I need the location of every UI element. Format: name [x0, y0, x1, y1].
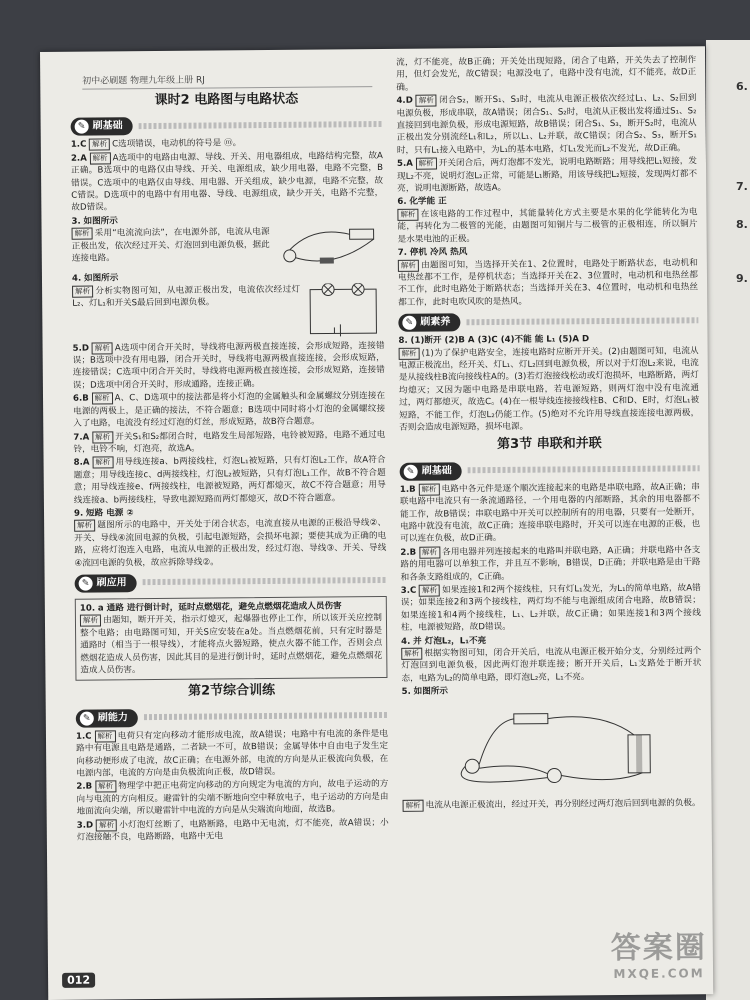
- series-1: [400, 481, 701, 546]
- question-text: 题图所示的电路中，开关处于闭合状态，电流直接从电源的正极沿导线②、开关、导线④流回电源的负极，引起电源短路，会损坏电源；要使其成为正确的电路，应将灯泡连入电路，电流从电源的正极出发，经过灯泡、导线③、开关、导线④流回电源的负极，故应拆除导线②。: [74, 518, 387, 569]
- question-number: 2.B: [76, 782, 93, 793]
- question-5: [73, 340, 385, 392]
- question-number: 3.: [71, 216, 81, 227]
- question-2: [71, 150, 384, 215]
- divider: [144, 712, 388, 720]
- question-text: 各用电器并列连接起来的电路叫并联电路，A正确；并联电路中各支路的用电器可以单独工作，并且互不影响，B错误，D正确；并联电路是由干路和各条支路组成的，C正确。: [400, 545, 701, 583]
- question-10: [75, 596, 388, 681]
- divider: [468, 466, 700, 474]
- badge-label: 刷基础: [421, 465, 452, 477]
- analysis-tag: 解析: [92, 457, 113, 469]
- question-number: 6.B: [72, 393, 89, 405]
- series-5-analysis: [403, 797, 703, 812]
- analysis-tag: 解析: [419, 546, 440, 558]
- question-number: 8.A: [73, 457, 90, 469]
- answer-text: 停机 冷风 热风: [409, 247, 468, 258]
- page-number: 012: [62, 973, 95, 988]
- section-title-2: 第2节综合训练: [187, 683, 276, 700]
- question-number: 7.A: [73, 432, 90, 443]
- badge-ability-bar: [76, 703, 388, 731]
- question-text: (1)为了保护电路安全，连接电路时应断开开关。(2)由题图可知，电流从电源正极流出，经开关、灯L₁、灯L₂回到电源负极，所以对于灯泡L₂来说，电流是从接线柱B流向接线柱A的。(3)若灯泡接线松动或灯泡损坏，电路断路，两灯均熄灭；又因为题中电路是串联电路，若电源短路，则两灯泡中没有电流通过，两灯都熄灭，故选C。(4)在一根导线连接接线柱B、C和D、E时，灯泡L₁被短路，不能工作，灯泡L₂仍能工作。(5)绝对不允许用导线直接连接电源两极，否则会造成电源短路，损坏电源。: [398, 345, 700, 433]
- series-4: [401, 633, 701, 685]
- practice-4: [396, 92, 697, 157]
- question-text: 根据实物图可知，闭合开关后，电流从电源正极开始分支，分别经过两个灯泡回到电源负极，因此两灯泡并联连接；断开开关后，L₁支路处于断开状态，电路为L₂的简单电路，即灯泡L₂亮，L₁不亮。: [401, 646, 702, 684]
- next-page-mark: 7.: [736, 180, 748, 193]
- question-text: C选项错误，电动机的符号是 ⓜ。: [112, 138, 242, 150]
- analysis-tag: 解析: [95, 781, 116, 793]
- question-text: 由题知，断开开关，指示灯熄灭，起爆器也停止工作，所以该开关应控制整个电路；由电路图可知，开关S应安装在a处。当点燃烟花前，只有定时器是通路时（相当于一根导线），才能将点火器短路，使点火器不能工作，否则会点燃烟花造成人员伤害，因此其目的是进行倒计时，延时点燃烟花，避免点燃烟花造成人员伤害。: [80, 613, 383, 676]
- question-text: 由题图可知，当选择开关在1、2位置时，电路处于断路状态，电动机和电热丝都不工作，是停机状态；当选择开关在2、3位置时，电动机和电热丝都不工作，此时电路处于断路状态；当选择开关在3、4位置时，电动机和电热丝都工作，此时电吹风吹的是热风。: [397, 257, 699, 308]
- series-3: [401, 582, 701, 634]
- book-page: [40, 46, 713, 1000]
- watermark-logo-text: 答案圈: [610, 930, 707, 967]
- analysis-tag: 解析: [416, 158, 437, 170]
- practice-6: [397, 194, 697, 246]
- watermark: [611, 922, 708, 981]
- practice-7: [398, 244, 699, 309]
- answer-text: 化学能 正: [409, 196, 447, 208]
- section-title-3: 第3节 串联和并联: [497, 436, 602, 453]
- question-text: 小灯泡灯丝断了，电路断路，电路中无电流，灯不能亮，故A错误；小灯泡接触不良，电路断路，电路中无电: [76, 817, 389, 843]
- question-6: [73, 390, 385, 430]
- analysis-tag: 解析: [72, 228, 93, 240]
- question-text: 闭合S₂，断开S₁、S₃时，电流从电源正极依次经过L₁、L₂、S₂回到电源负极，形成串联，故A错误；闭合S₁、S₂时，电流从正极出发将通过S₁、S₂直接回到电源负极，形成电源短路，故B错误；闭合S₁、S₃，断开S₂时，电流从正极出发分别流经L₁和L₂，所以L₁、L₂并联，故C错误；闭合S₂、S₃，断开S₁时，只有L₁接入电路中，为L₁的基本电路，灯L₁发光而L₂不发光，故D正确。: [396, 93, 697, 156]
- analysis-tag: 解析: [398, 259, 419, 271]
- question-number: 5.A: [396, 159, 413, 170]
- next-page-edge: [706, 40, 750, 1000]
- badge-label: 刷能力: [97, 711, 128, 724]
- analysis-tag: 解析: [90, 152, 111, 164]
- practice-2: [76, 778, 388, 818]
- analysis-tag: 解析: [403, 800, 424, 812]
- question-number: 4.D: [396, 95, 413, 107]
- pencil-icon: ✎: [404, 465, 418, 479]
- circuit-figure-3: [274, 225, 384, 270]
- divider: [466, 317, 698, 325]
- question-text: A选项中闭合开关时，导线将电源两极直接连接，会形成短路，连接错误；B选项中没有用电器，闭合开关时，导线将电源两极直接连接，会形成短路，连接错误；C选项中闭合开关时，导线将电源两极直接连接，会形成短路，连接错误；D选项中闭合开关时，形成通路，连接正确。: [72, 340, 385, 391]
- next-page-mark: 9.: [736, 272, 748, 285]
- badge-literacy: [398, 313, 460, 332]
- question-number: 4.: [71, 273, 82, 284]
- badge-application: [75, 574, 137, 593]
- badge-basic2-bar: [400, 456, 700, 484]
- question-text: 如果连接1和2两个接线柱，只有灯L₁发光，为L₁的简单电路，故A错误；如果连接2和3两个接线柱，两灯均不能与电源组成闭合电路，故B错误；如果连接1和4两个接线柱，L₁、L₂并联，故C正确；如果连接1和3两个接线柱，电源被短路，故D错误。: [400, 583, 701, 634]
- question-number: 2.B: [400, 547, 417, 558]
- question-number: 1.C: [70, 140, 87, 151]
- analysis-tag: 解析: [92, 431, 113, 443]
- watermark-url: MXQE.COM: [613, 966, 705, 982]
- badge-basic-2: [400, 462, 462, 481]
- question-text: 开关闭合后，两灯泡都不发光，说明电路断路；用导线把L₁短接，发现L₂不亮，说明灯泡L₂正常，可能是L₁断路，用该导线把L₂短接，发现两灯都不亮，说明电源断路，故选A。: [397, 156, 698, 194]
- question-number: 3.C: [400, 585, 417, 596]
- question-number: 10.: [79, 603, 96, 614]
- circuit-diagram-4: [304, 283, 384, 340]
- question-8: [74, 454, 386, 506]
- series-2: [400, 544, 700, 584]
- question-number: 6.: [397, 197, 407, 208]
- question-number: 1.B: [399, 484, 416, 495]
- practice-5: [397, 156, 697, 196]
- question-number: 9.: [73, 508, 84, 519]
- question-text: 采用“电流流向法”，在电源外部，电流从电源正极出发，依次经过开关、灯泡回到电源负极，据此连接电路。: [71, 227, 270, 264]
- left-column: [70, 89, 389, 845]
- badge-application-bar: [75, 568, 387, 596]
- analysis-tag: 解析: [397, 209, 418, 221]
- badge-label: 刷素养: [420, 316, 451, 328]
- question-number: 3.D: [76, 820, 94, 831]
- answer-text: (1)断开 (2)B A (3)C (4)不能 能 L₁ (5)A D: [410, 334, 590, 346]
- practice-3: [77, 817, 389, 845]
- practice-8: [398, 332, 699, 434]
- pencil-icon: ✎: [79, 577, 93, 591]
- pencil-icon: ✎: [75, 120, 89, 134]
- answer-text: 如图所示: [83, 273, 119, 284]
- question-text: 电流从电源正极流出，经过开关，再分别经过两灯泡后回到电源的负极。: [425, 798, 701, 811]
- divider: [143, 577, 387, 585]
- answer-text: a 通路 进行倒计时，延时点燃烟花，避免点燃烟花造成人员伤害: [97, 601, 342, 614]
- question-number: 8.: [398, 335, 408, 347]
- question-text: A选项中的电路由电源、导线、开关、用电器组成，电路结构完整，故A正确。B选项中的电路仅由导线、开关、电源组成，缺少用电器，电路不完整，B错误。C选项中的电路仅由导线、用电器、开关组成，缺少电源，电路不完整，故C错误。D选项中的电路中有用电器、导线、电源组成，缺少开关，电路不完整，故D错误。: [70, 150, 384, 214]
- question-text: 电荷只有定向移动才能形成电流，故A错误；电路中有电流的条件是电路中有电源且电路是通路，二者缺一不可，故B错误；金属导体中自由电子发生定向移动便形成了电流，故C正确；在电源外部，电流的方向是从正极流向负极，在电源内部，电流的方向是由负极流向正极，故D错误。: [76, 728, 389, 779]
- badge-label: 刷应用: [96, 577, 127, 589]
- question-number: 7.: [397, 247, 408, 258]
- question-4: [72, 270, 385, 341]
- analysis-tag: 解析: [80, 615, 101, 627]
- circuit-figure-5: [402, 700, 693, 793]
- analysis-tag: 解析: [416, 95, 437, 107]
- right-column: [396, 54, 703, 813]
- running-head: 初中必刷题 物理九年级上册 RJ: [82, 71, 372, 90]
- analysis-tag: 解析: [418, 483, 439, 495]
- series-5: [402, 684, 702, 699]
- answer-text: 如图所示: [413, 686, 449, 698]
- answer-text: 短路 电源 ②: [85, 508, 134, 519]
- analysis-tag: 解析: [401, 648, 422, 660]
- badge-basic-bar: [71, 111, 383, 139]
- analysis-tag: 解析: [419, 585, 440, 597]
- analysis-tag: 解析: [94, 730, 115, 742]
- next-page-mark: 8.: [736, 218, 748, 231]
- badge-ability: [76, 709, 138, 728]
- question-text: 分析实物图可知，从电源正极出发，电流依次经过灯L₂、灯L₁和开关S最后回到电源负极。: [72, 284, 301, 309]
- analysis-tag: 解析: [399, 347, 420, 359]
- badge-literacy-bar: [398, 307, 698, 335]
- divider: [139, 121, 383, 129]
- question-number: 2.A: [70, 153, 87, 164]
- next-page-mark: 6.: [736, 80, 748, 93]
- analysis-tag: 解析: [92, 393, 113, 405]
- question-text: 在该电路的工作过程中，其能量转化方式主要是水果的化学能转化为电能，再转化为二极管的光能，由题图可知铜片与二极管的正极相连，所以铜片是水果电池的正极。: [397, 207, 698, 245]
- question-9: [74, 505, 387, 570]
- analysis-tag: 解析: [89, 139, 110, 151]
- lesson-title: 课时2 电路图与电路状态: [154, 91, 299, 109]
- analysis-tag: 解析: [72, 285, 93, 297]
- question-number: 4.: [401, 636, 411, 647]
- question-number: 1.C: [75, 731, 92, 742]
- question-text: A、C、D选项中的接法都是将小灯泡的金属触头和金属螺纹分别连接在电源的两极上，是正确的接法，不符合题意；B选项中同时将小灯泡的金属螺纹接入了电路，电流没有经过灯泡的灯丝，形成短路，故B符合题意。: [73, 391, 386, 429]
- question-text: 电路中各元件是逐个顺次连接起来的电路是串联电路，故A正确；串联电路中电流只有一条流通路径，一个用电器的内部断路，其余的用电器都不能工作，故B错误；串联电路中开关可以控制所有的用电器，只要有一处断开，电路中就没有电流，故C正确；连接串联电路时，开关可以连在电源的正极，也可以连在负极，故D正确。: [399, 482, 701, 545]
- question-7: [73, 429, 385, 457]
- question-text: 用导线连接a、b两接线柱，灯泡L₁被短路，只有灯泡L₂工作，故A符合题意；用导线连接c、d两接线柱，灯泡L₂被短路，只有灯泡L₁工作，故B不符合题意；用导线连接e、f两接线柱，电源被短路，两灯都熄灭，故C不符合题意；用导线连接a、b两接线柱，导致电源短路而两灯都熄灭，故D不符合题意。: [73, 455, 386, 506]
- practice-3-continued: 流，灯不能亮，故B正确；开关处出现短路，闭合了电路，开关失去了控制作用，但灯会发光，故C错误；电源没电了，电路中没有电流，灯不能亮，故D正确。: [396, 55, 697, 93]
- question-text: 物理学中把正电荷定向移动的方向规定为电流的方向，故电子运动的方向与电流的方向相反。避雷针的尖端不断地向空中释放电子，电子运动的方向是由地面流向尖端，所以避雷针中电流的方向是从尖端流向地面，故选B。: [76, 779, 389, 817]
- analysis-tag: 解析: [92, 342, 113, 354]
- analysis-tag: 解析: [96, 819, 117, 831]
- question-3: [71, 213, 383, 272]
- question-text: 开关S₁和S₂都闭合时，电路发生局部短路，电铃被短路，电路不通过电铃，电铃不响，灯泡亮，故选A。: [73, 429, 386, 455]
- pencil-icon: ✎: [80, 711, 94, 725]
- badge-label: 刷基础: [92, 120, 123, 132]
- practice-1: [76, 728, 388, 780]
- pencil-icon: ✎: [402, 316, 416, 330]
- answer-text: 如图所示: [83, 216, 118, 227]
- question-number: 5.: [401, 687, 411, 698]
- question-number: 5.D: [72, 343, 90, 354]
- analysis-tag: 解析: [74, 520, 95, 532]
- answer-text: 并 灯泡L₂，L₁不亮: [413, 635, 487, 647]
- badge-basic: [71, 118, 133, 137]
